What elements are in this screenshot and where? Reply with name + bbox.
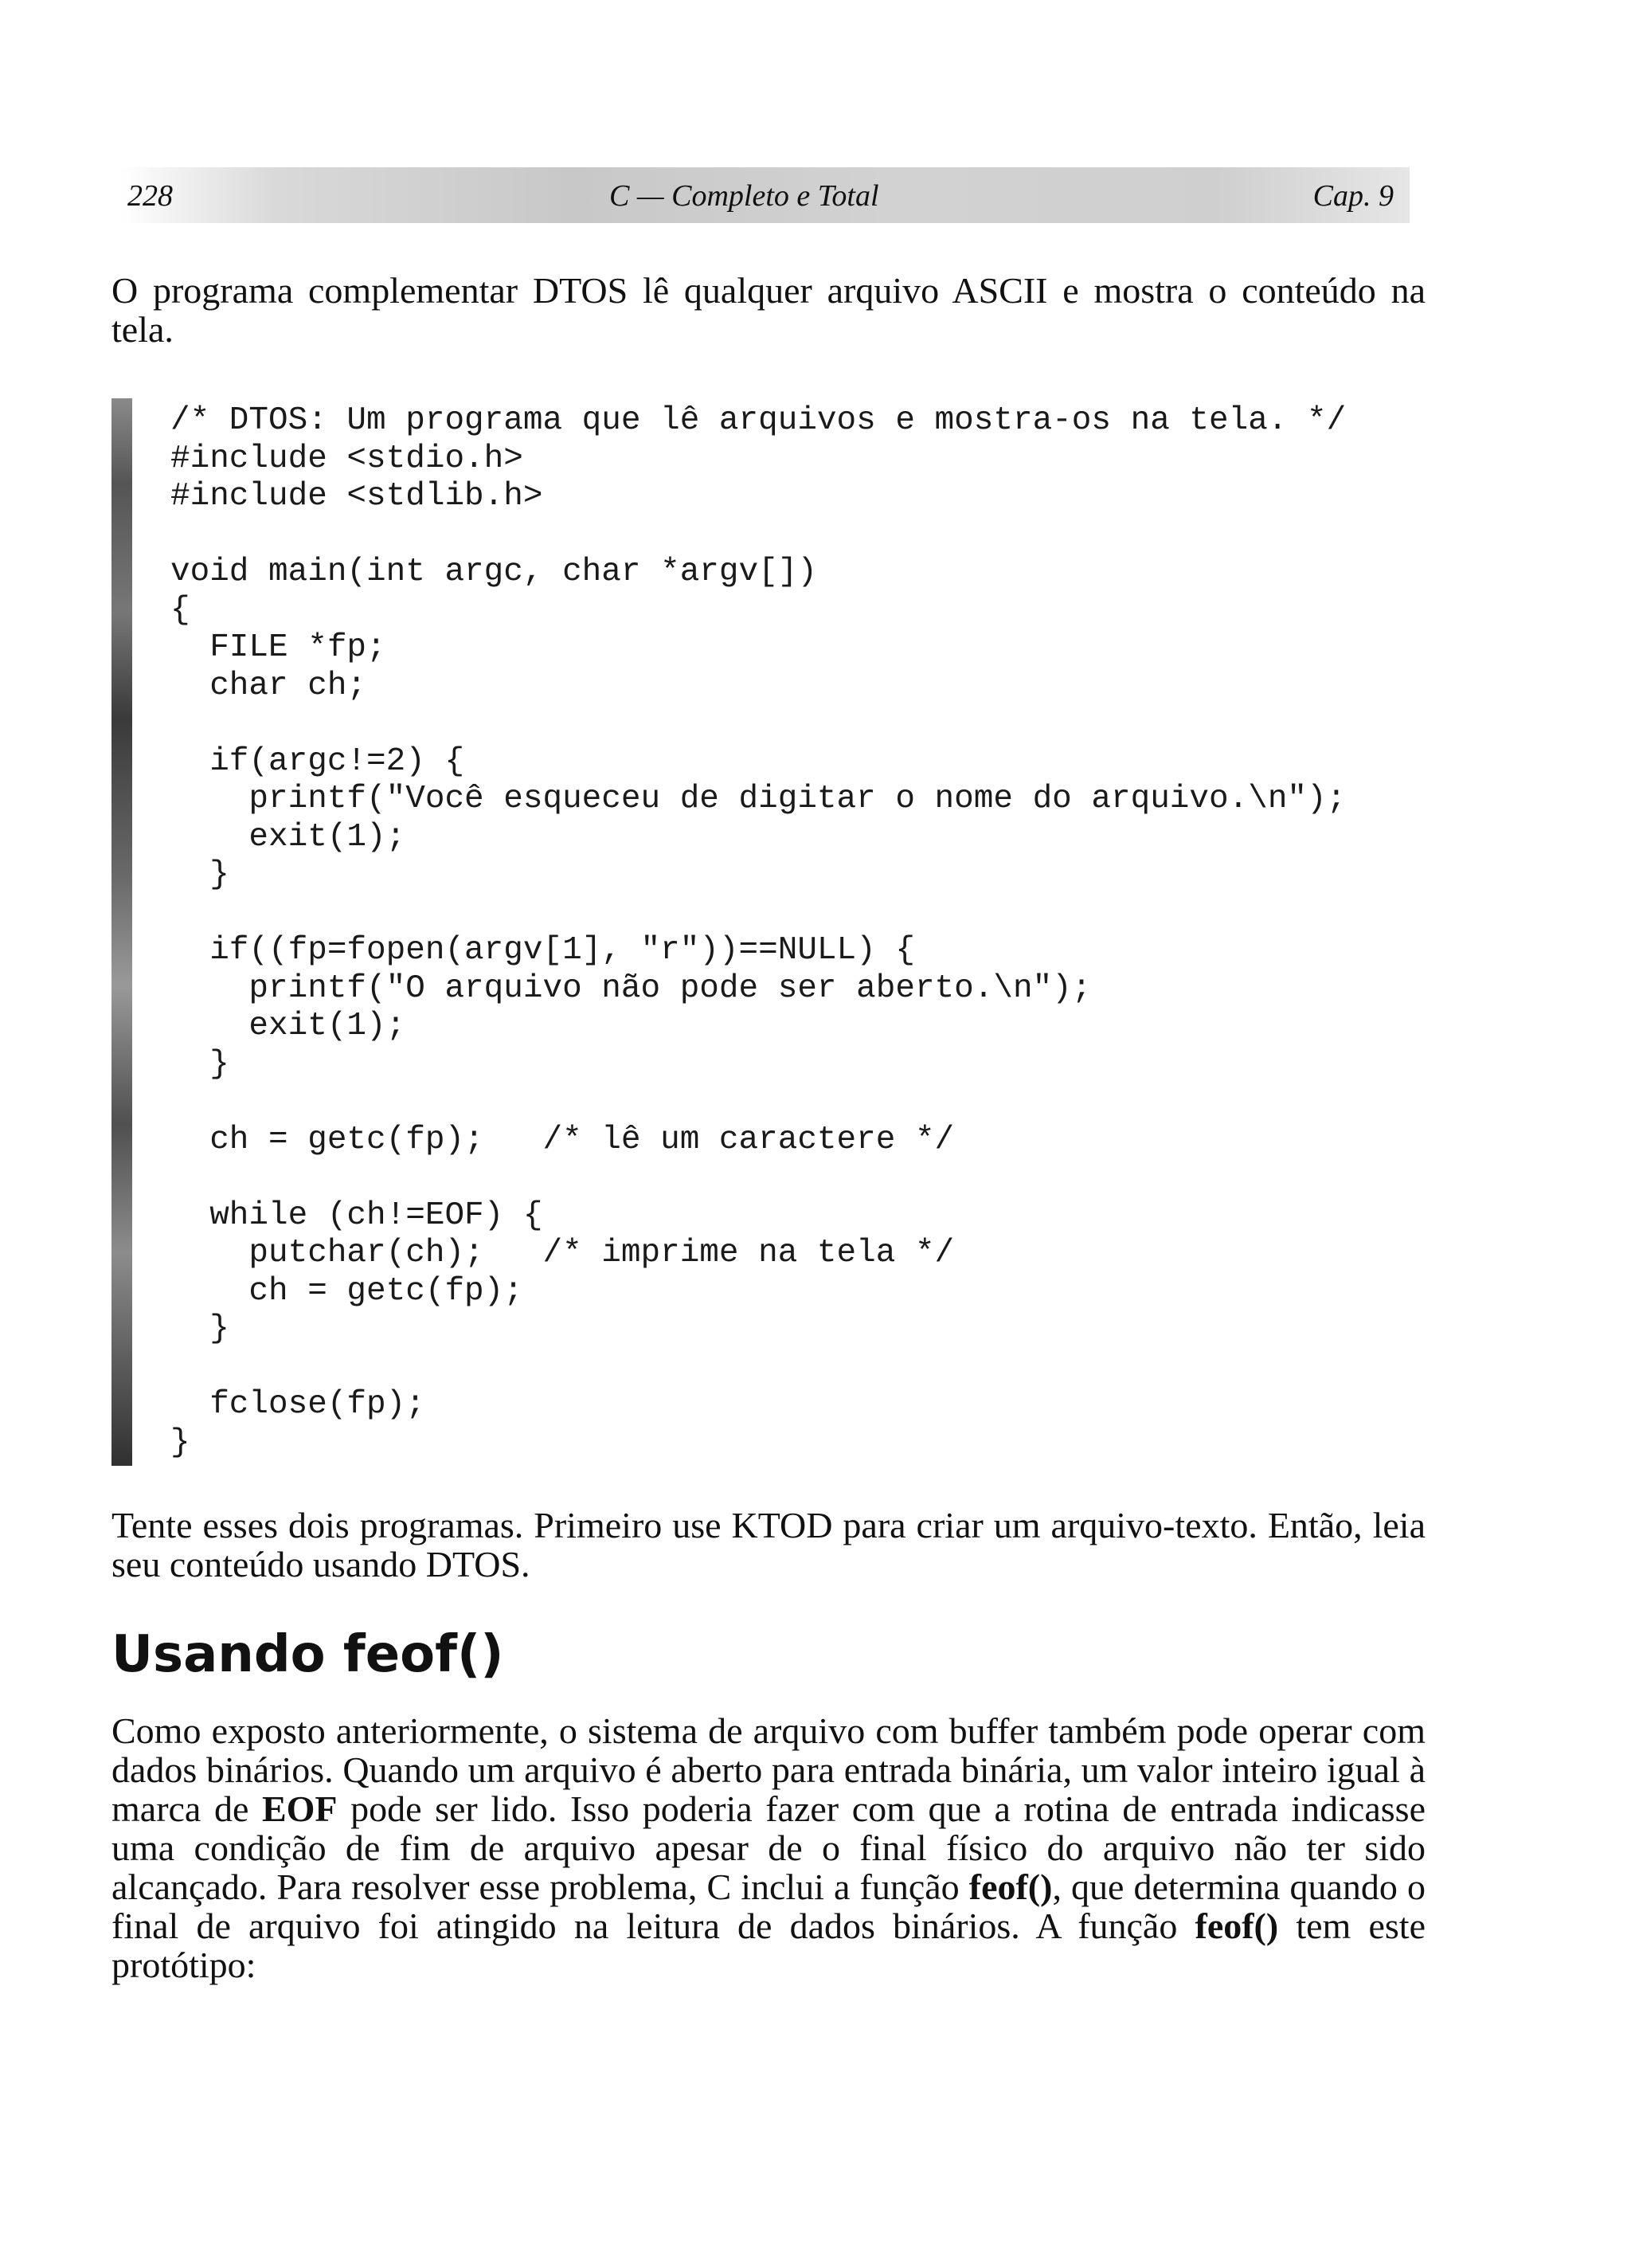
code-line: if(argc!=2) { <box>170 742 465 780</box>
code-line: exit(1); <box>170 1008 406 1044</box>
code-line: #include <stdlib.h> <box>170 478 543 515</box>
intro-paragraph: O programa complementar DTOS lê qualquer arquivo ASCII e mostra o conteúdo na tela. <box>111 270 1426 350</box>
code-line: } <box>170 1310 229 1347</box>
section-paragraph <box>111 1711 1426 1984</box>
code-line: fclose(fp); <box>170 1386 425 1423</box>
code-line: ch = getc(fp); <box>170 1272 523 1310</box>
bold-term-eof: EOF <box>261 1788 338 1829</box>
chapter-label: Cap. 9 <box>1312 179 1394 213</box>
after-code-paragraph: Tente esses dois programas. Primeiro use KTOD para criar um arquivo-texto. Então, leia seu conteúdo usando DTOS. <box>111 1505 1426 1584</box>
code-line: printf("O arquivo não pode ser aberto.\n"); <box>170 969 1092 1007</box>
running-header <box>119 167 1410 223</box>
paragraph-text: , que determina quando o final de arquivo foi atingido na leitura de dados binários. A função <box>111 1866 1426 1946</box>
paragraph-text: pode ser lido. Isso poderia fazer com que a rotina de entrada indicasse uma condição de fim de arquivo apesar de o final físico do arquivo não ter sido alcançado. Para resolver esse problema, C inclui a função <box>111 1788 1426 1907</box>
code-line: } <box>170 1424 190 1461</box>
section-heading: Usando feof() <box>111 1625 504 1684</box>
code-line: void main(int argc, char *argv[]) <box>170 554 817 590</box>
code-line: printf("Você esqueceu de digitar o nome do arquivo.\n"); <box>170 781 1347 817</box>
code-line <box>170 895 1346 933</box>
code-line: char ch; <box>170 667 367 704</box>
code-line: putchar(ch); /* imprime na tela */ <box>170 1235 955 1271</box>
code-listing <box>170 402 1346 1462</box>
bold-term-feof: feof() <box>1195 1906 1279 1946</box>
code-line <box>170 516 1346 554</box>
bold-term-feof: feof() <box>968 1866 1053 1907</box>
paragraph-text: tem este protótipo: <box>111 1906 1426 1985</box>
code-line: { <box>170 591 190 629</box>
code-line: exit(1); <box>170 818 406 856</box>
code-line: } <box>170 1045 229 1083</box>
code-line: } <box>170 856 229 893</box>
code-line <box>170 1083 1346 1122</box>
code-line: ch = getc(fp); /* lê um caractere */ <box>170 1121 955 1158</box>
book-title: C — Completo e Total <box>609 179 879 213</box>
code-line <box>170 1159 1346 1197</box>
code-line: FILE *fp; <box>170 629 386 666</box>
code-margin-bar <box>111 398 132 1466</box>
code-line: if((fp=fopen(argv[1], "r"))==NULL) { <box>170 932 915 969</box>
code-line: /* DTOS: Um programa que lê arquivos e mostra-os na tela. */ <box>170 402 1347 439</box>
code-line <box>170 705 1346 743</box>
code-line: while (ch!=EOF) { <box>170 1197 543 1234</box>
code-line: #include <stdio.h> <box>170 440 523 477</box>
paragraph-text: Como exposto anteriormente, o sistema de arquivo com buffer também pode operar com dados binários. Quando um arquivo é aberto para entrada binária, um valor inteiro igual à marca de <box>111 1710 1426 1829</box>
page-number: 228 <box>127 179 173 213</box>
code-line <box>170 1349 1346 1387</box>
